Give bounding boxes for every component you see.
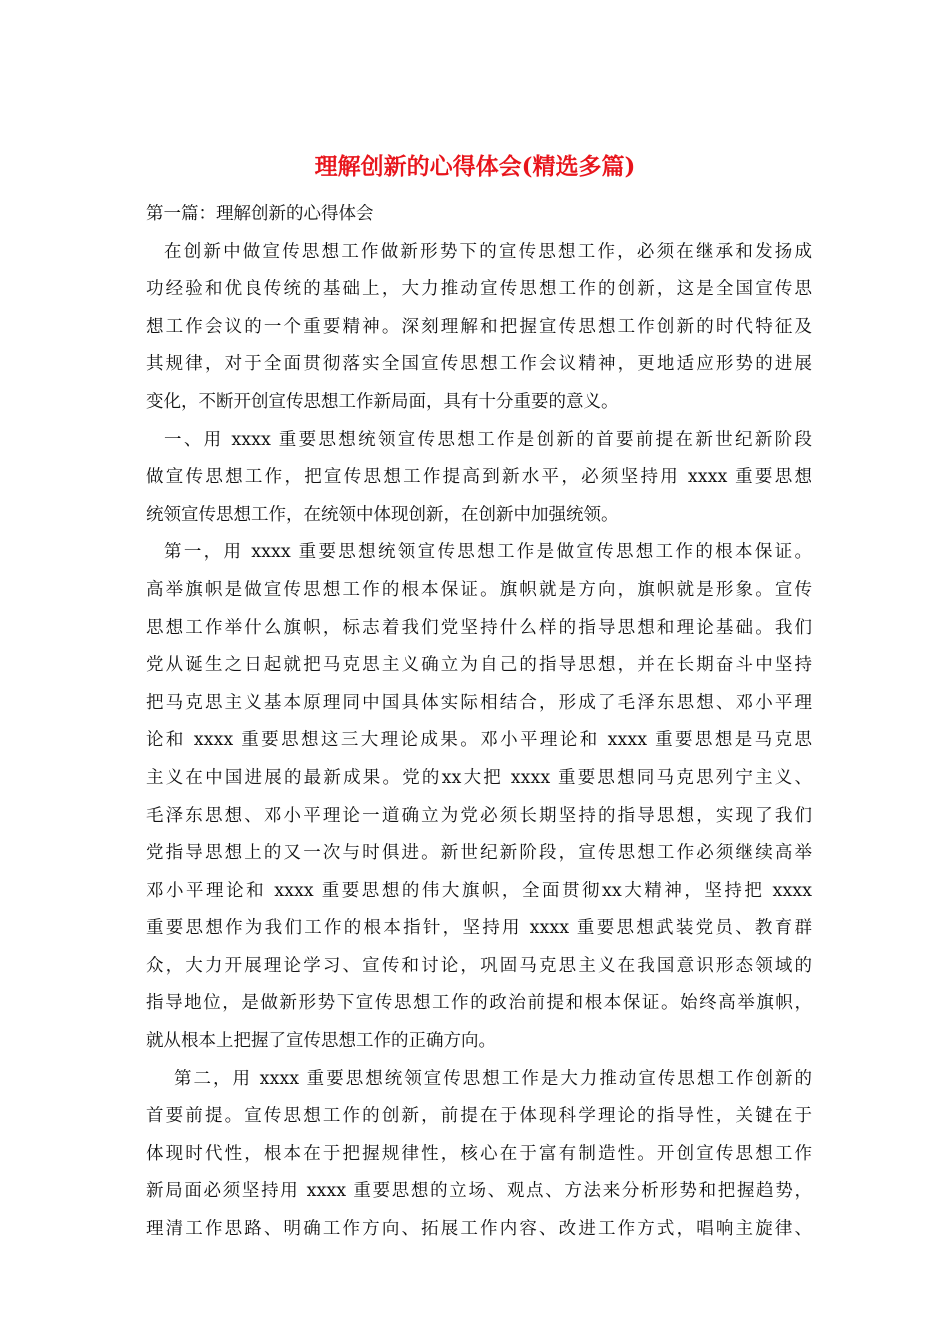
paragraph-line: 党从诞生之日起就把马克思主义确立为自己的指导思想，并在长期奋斗中坚持: [146, 655, 812, 676]
paragraph-line: 论和 xxxx 重要思想这三大理论成果。邓小平理论和 xxxx 重要思想是马克思: [146, 730, 812, 751]
paragraph-line: 把马克思主义基本原理同中国具体实际相结合，形成了毛泽东思想、邓小平理: [146, 692, 812, 713]
paragraph-line: 在创新中做宣传思想工作做新形势下的宣传思想工作，必须在继承和发扬成: [164, 241, 812, 262]
paragraph-line: 就从根本上把握了宣传思想工作的正确方向。: [146, 1031, 496, 1052]
paragraph-line: 想工作会议的一个重要精神。深刻理解和把握宣传思想工作创新的时代特征及: [146, 316, 812, 337]
document-body: [146, 196, 812, 1249]
paragraph-line: 统领宣传思想工作，在统领中体现创新，在创新中加强统领。: [146, 504, 619, 525]
paragraph-line: 指导地位，是做新形势下宣传思想工作的政治前提和根本保证。始终高举旗帜，: [146, 993, 812, 1014]
paragraph-line: 做宣传思想工作，把宣传思想工作提高到新水平，必须坚持用 xxxx 重要思想: [146, 467, 812, 488]
document-title: 理解创新的心得体会(精选多篇): [314, 153, 636, 180]
paragraph-line: 高举旗帜是做宣传思想工作的根本保证。旗帜就是方向，旗帜就是形象。宣传: [146, 579, 812, 600]
paragraph-line: 第一，用 xxxx 重要思想统领宣传思想工作是做宣传思想工作的根本保证。: [164, 542, 812, 563]
paragraph-line: 主义在中国进展的最新成果。党的xx大把 xxxx 重要思想同马克思列宁主义、: [146, 767, 812, 788]
paragraph-line: 理清工作思路、明确工作方向、拓展工作内容、改进工作方式，唱响主旋律、: [146, 1219, 812, 1240]
paragraph-line: 首要前提。宣传思想工作的创新，前提在于体现科学理论的指导性，关键在于: [146, 1106, 812, 1127]
paragraph-line: 体现时代性，根本在于把握规律性，核心在于富有制造性。开创宣传思想工作: [146, 1143, 812, 1164]
paragraph-line: 邓小平理论和 xxxx 重要思想的伟大旗帜，全面贯彻xx大精神，坚持把 xxxx: [146, 880, 812, 901]
paragraph-line: 思想工作举什么旗帜，标志着我们党坚持什么样的指导思想和理论基础。我们: [146, 617, 812, 638]
paragraph-line: 党指导思想上的又一次与时俱进。新世纪新阶段，宣传思想工作必须继续高举: [146, 843, 812, 864]
paragraph-line: 第二，用 xxxx 重要思想统领宣传思想工作是大力推动宣传思想工作创新的: [174, 1068, 812, 1089]
paragraph-line: 功经验和优良传统的基础上，大力推动宣传思想工作的创新，这是全国宣传思: [146, 279, 812, 300]
paragraph-line: 一、用 xxxx 重要思想统领宣传思想工作是创新的首要前提在新世纪新阶段: [164, 429, 812, 450]
section-heading: 第一篇：理解创新的心得体会: [146, 204, 374, 224]
paragraph-line: 其规律，对于全面贯彻落实全国宣传思想工作会议精神，更地适应形势的进展: [146, 354, 812, 375]
paragraph-line: 新局面必须坚持用 xxxx 重要思想的立场、观点、方法来分析形势和把握趋势，: [146, 1181, 812, 1202]
paragraph-line: 众，大力开展理论学习、宣传和讨论，巩固马克思主义在我国意识形态领域的: [146, 955, 812, 976]
paragraph-line: 毛泽东思想、邓小平理论一道确立为党必须长期坚持的指导思想，实现了我们: [146, 805, 812, 826]
paragraph-line: 重要思想作为我们工作的根本指针，坚持用 xxxx 重要思想武装党员、教育群: [146, 918, 812, 939]
paragraph-line: 变化，不断开创宣传思想工作新局面，具有十分重要的意义。: [146, 391, 619, 412]
